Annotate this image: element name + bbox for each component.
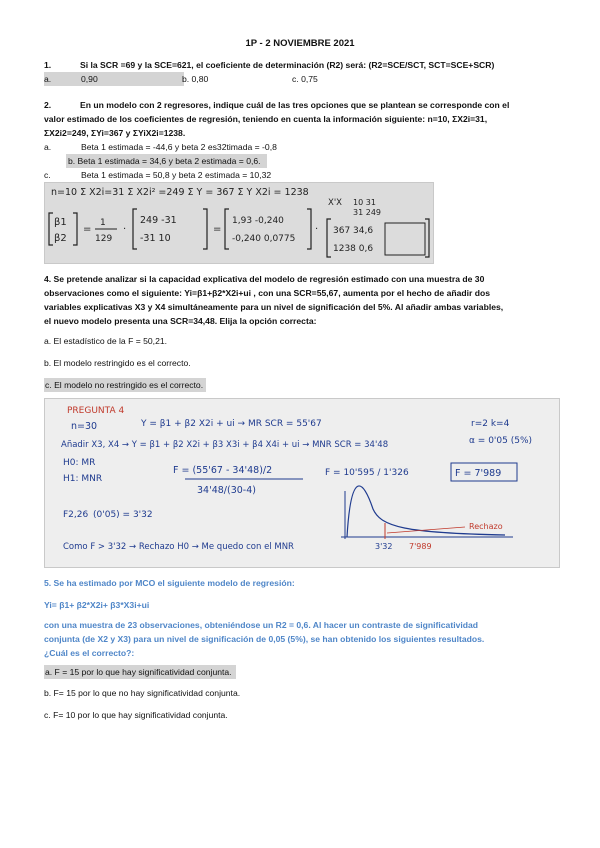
question-5-model: Yi= β1+ β2*X2i+ β3*X3i+ui [44, 600, 150, 610]
option-2c [44, 168, 559, 182]
hw2-matrix-row1: 249 -31 [140, 215, 177, 226]
option-2c-label: c. [44, 170, 51, 180]
question-5-line-5: ¿Cuál es el correcto?: [44, 648, 135, 658]
hw4-h1: H1: MNR [63, 474, 103, 484]
question-4-line-4: el nuevo modelo presenta una SCR=34,48. Elija la opción correcta: [44, 316, 317, 326]
option-5c [44, 708, 559, 722]
hw4-fcrit-value: (0'05) = 3'32 [93, 510, 153, 520]
question-2-line-2: valor estimado de los coeficientes de regresión, teniendo en cuenta la información siguiente: n=10, ΣX2i=31, [44, 114, 488, 124]
question-4-line-1: 4. Se pretende analizar si la capacidad explicativa del modelo de regresión estimado con una muestra de 30 [44, 274, 485, 284]
handwritten-solution-4-drawing [45, 399, 559, 567]
question-5-line-3: con una muestra de 23 observaciones, obteniéndose un R2 = 0,6. Al hacer un contraste de significatividad [44, 620, 479, 630]
svg-text:=: = [213, 224, 222, 235]
option-2b-text: b. Beta 1 estimada = 34,6 y beta 2 estimada = 0,6. [66, 154, 267, 168]
question-5-heading: 5. Se ha estimado por MCO el siguiente modelo de regresión: [44, 578, 295, 588]
question-1 [44, 58, 559, 72]
option-4b [44, 356, 559, 370]
question-4-line-2: observaciones como el siguiente: Yi=β1+β2*X2i+ui , con una SCR=55,67, aumenta por el hecho de añadir dos [44, 288, 491, 298]
handwritten-solution-photo-4 [44, 398, 560, 568]
option-4c [44, 378, 559, 392]
question-5-text [44, 618, 559, 660]
option-2a-label: a. [44, 142, 52, 152]
question-2-line-3: ΣX2i2=249, ΣYi=367 y ΣYiX2i=1238. [44, 128, 186, 138]
option-4c-text: c. El modelo no restringido es el correcto. [44, 378, 206, 392]
hw4-f-denominator: 34'48/(30-4) [197, 485, 256, 496]
option-1a-text: 0,90 [81, 74, 98, 84]
page-title: 1P - 2 NOVIEMBRE 2021 [245, 38, 355, 49]
option-1b: b. 0,80 [182, 74, 209, 84]
hw2-xx-row1: 10 31 [353, 198, 376, 207]
hw2-matrix-row2: -31 10 [140, 233, 171, 244]
hw4-rechazo: Rechazo [469, 522, 503, 531]
option-1a-label: a. [44, 74, 52, 84]
question-2 [44, 98, 559, 140]
hw4-fcrit-label: F2,26 [63, 510, 89, 520]
hw4-n: n=30 [71, 421, 98, 432]
option-2b [44, 154, 559, 168]
svg-text:·: · [315, 224, 319, 235]
option-5b-text: b. F= 15 por lo que no hay significatividad conjunta. [44, 688, 241, 698]
hw4-alpha: α = 0'05 (5%) [469, 436, 533, 446]
hw2-xx-label: X'X [328, 198, 342, 208]
option-5a [44, 665, 559, 679]
hw4-f-numerator: F = (55'67 - 34'48)/2 [173, 465, 273, 476]
hw2-inverse-row1: 1,93 -0,240 [232, 216, 284, 226]
question-1-text: Si la SCR =69 y la SCE=621, el coeficiente de determinación (R2) será: (R2=SCE/SCT, SCT=SCE+SCR) [80, 60, 495, 70]
hw2-givens: n=10 Σ X2i=31 Σ X2i² =249 Σ Y = 367 Σ Y X2i = 1238 [51, 187, 309, 198]
option-4b-text: b. El modelo restringido es el correcto. [44, 358, 191, 368]
hw2-xx-row2: 31 249 [353, 208, 381, 217]
question-4-line-3: variables explicativas X3 y X4 simultáneamente para un nivel de significación del 5%. Al añadir ambas variables, [44, 302, 504, 312]
svg-text:·: · [123, 224, 127, 235]
option-1c: c. 0,75 [292, 74, 318, 84]
hw4-tick-crit: 3'32 [375, 542, 393, 551]
hw2-beta1: β1 [54, 217, 67, 228]
option-4a [44, 334, 559, 348]
hw2-beta2: β2 [54, 233, 67, 244]
hw2-frac-den: 129 [95, 234, 113, 244]
option-2a-text: Beta 1 estimada = -44,6 y beta 2 es32timada = -0,8 [81, 142, 277, 152]
handwritten-solution-2-drawing [45, 183, 433, 263]
option-2a [44, 140, 559, 154]
question-1-number: 1. [44, 60, 52, 70]
handwritten-solution-photo-2 [44, 182, 434, 264]
hw4-tick-f: 7'989 [409, 542, 432, 551]
hw4-h0: H0: MR [63, 458, 96, 468]
option-5b [44, 686, 559, 700]
question-2-number: 2. [44, 100, 52, 110]
option-1a [44, 72, 184, 86]
hw4-rk: r=2 k=4 [471, 419, 510, 429]
hw2-xy-row2: 1238 0,6 [333, 244, 374, 254]
hw4-model: Y = β1 + β2 X2i + ui → MR SCR = 55'67 [141, 419, 322, 429]
option-4a-text: a. El estadístico de la F = 50,21. [44, 336, 168, 346]
question-4 [44, 272, 559, 328]
hw4-f-simplified: F = 10'595 / 1'326 [325, 468, 409, 478]
option-5c-text: c. F= 10 por lo que hay significatividad conjunta. [44, 710, 228, 720]
hw4-f-result: F = 7'989 [455, 468, 502, 479]
hw4-title: PREGUNTA 4 [67, 406, 125, 416]
option-5a-text: a. F = 15 por lo que hay significatividad conjunta. [44, 665, 236, 679]
question-1-options [44, 72, 559, 86]
hw2-inverse-row2: -0,240 0,0775 [232, 234, 296, 244]
option-2c-text: Beta 1 estimada = 50,8 y beta 2 estimada = 10,32 [81, 170, 272, 180]
hw2-xy-row1: 367 34,6 [333, 226, 374, 236]
hw4-add: Añadir X3, X4 → Y = β1 + β2 X2i + β3 X3i + β4 X4i + ui → MNR SCR = 34'48 [61, 440, 389, 450]
svg-text:=: = [83, 224, 92, 235]
question-2-line-1: En un modelo con 2 regresores, indique cuál de las tres opciones que se plantean se corresponde con el [80, 100, 510, 110]
question-5-line-4: conjunta (de X2 y X3) para un nivel de significación de 0,05 (5%), se han obtenido los siguientes resultados. [44, 634, 485, 644]
hw4-conclusion: Como F > 3'32 → Rechazo H0 → Me quedo con el MNR [63, 542, 294, 552]
hw2-frac-num: 1 [100, 218, 106, 228]
